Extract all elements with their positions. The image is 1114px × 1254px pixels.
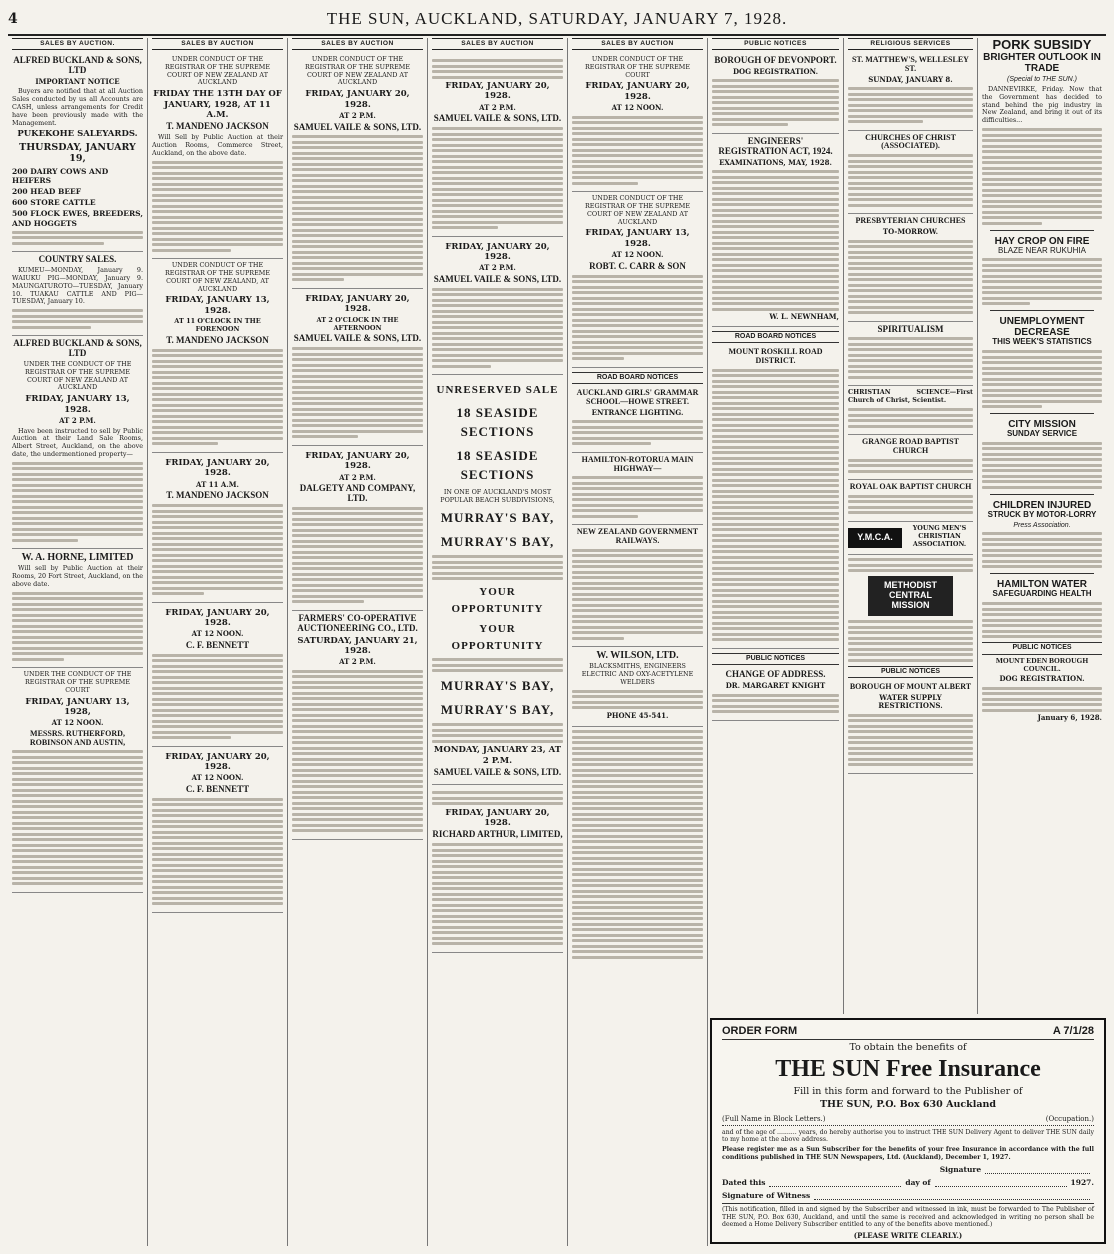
ad-date: SATURDAY, JANUARY 21, 1928. bbox=[297, 635, 418, 657]
auction-ad bbox=[572, 53, 703, 192]
dated-row[interactable] bbox=[722, 1178, 1094, 1187]
auction-ad bbox=[432, 785, 563, 953]
order-form-title: ORDER FORM bbox=[722, 1025, 798, 1037]
ad-time: AT 2 P.M. bbox=[339, 111, 376, 120]
stock-line: 600 STORE CATTLE bbox=[12, 198, 96, 208]
order-form-register: Please register me as a Sun Subscriber for the benefits of your free Insurance in accordance with the full conditions published in THE SUN Newspapers, Ltd. (Auckland), December 1, 1927. bbox=[722, 1146, 1094, 1161]
order-form-code: A 7/1/28 bbox=[1052, 1025, 1094, 1037]
ad-title: RICHARD ARTHUR, LIMITED, bbox=[432, 829, 563, 840]
ad-title: ROBT. C. CARR & SON bbox=[589, 260, 686, 271]
ad-title: ENGINEERS' REGISTRATION ACT, 1924. bbox=[718, 135, 833, 156]
ad-date: FRIDAY, JANUARY 20, 1928. bbox=[585, 81, 690, 102]
ad-date: FRIDAY, JANUARY 20, 1928. bbox=[165, 751, 270, 773]
auction-ad bbox=[152, 603, 283, 747]
ad-date: MONDAY, JANUARY 23, AT 2 P.M. bbox=[433, 745, 562, 766]
ad-title: C. F. BENNETT bbox=[185, 639, 250, 650]
ad-date: FRIDAY, JANUARY 13, 1928. bbox=[165, 295, 270, 316]
ad-notice: UNDER THE CONDUCT OF THE REGISTRAR OF THE SUPREME COURT OF NEW ZEALAND AT AUCKLAND bbox=[23, 360, 132, 392]
news-headline: UNEMPLOYMENT DECREASE bbox=[999, 316, 1085, 339]
church-notice bbox=[848, 214, 973, 321]
church-notice bbox=[848, 53, 973, 131]
auction-ad bbox=[292, 53, 423, 289]
ad-date: FRIDAY, JANUARY 20, 1928. bbox=[445, 81, 550, 102]
ad-time: AT 2 P.M. bbox=[59, 415, 96, 425]
column-2 bbox=[148, 38, 288, 1246]
ad-title: SPIRITUALISM bbox=[877, 323, 944, 334]
ad-title: COUNTRY SALES. bbox=[38, 254, 117, 265]
year-label: 1927. bbox=[1070, 1178, 1095, 1188]
news-byline: (Special to THE SUN.) bbox=[1006, 76, 1078, 84]
ad-date: FRIDAY, JANUARY 20, 1928. bbox=[165, 457, 270, 479]
ad-title: CHURCHES OF CHRIST (ASSOCIATED). bbox=[865, 132, 956, 151]
ad-phone: PHONE 45-541. bbox=[606, 710, 669, 720]
ad-title: T. MANDENO JACKSON bbox=[166, 121, 269, 132]
order-form-instruction: Fill in this form and forward to the Publisher of bbox=[793, 1085, 1023, 1097]
ad-date: FRIDAY, JANUARY 20, 1928. bbox=[445, 807, 550, 828]
masthead bbox=[8, 4, 1106, 36]
notice-ad bbox=[848, 680, 973, 774]
ad-title: ALFRED BUCKLAND & SONS, LTD bbox=[13, 338, 142, 359]
notice-ad bbox=[572, 453, 703, 526]
newspaper-title: THE SUN, AUCKLAND, SATURDAY, JANUARY 7, 1928. bbox=[326, 9, 788, 28]
ad-date: FRIDAY, JANUARY 13, 1928. bbox=[25, 394, 130, 415]
order-form-legibility: (PLEASE WRITE CLEARLY.) bbox=[853, 1230, 963, 1240]
news-subheadline: BRIGHTER OUTLOOK IN TRADE bbox=[983, 52, 1101, 75]
ad-body: BLACKSMITHS, ENGINEERS ELECTRIC AND OXY-ACETYLENE WELDERS bbox=[581, 662, 694, 687]
ad-date: FRIDAY, JANUARY 20, 1928. bbox=[305, 293, 410, 315]
order-form-note: (This notification, filled in and signed by the Subscriber and witnessed in ink, must be forwarded to The Publisher of THE SUN, P.O. Box 630, Auckland, and until the same is received and acknowledged in writing no person shall be deemed a Home Delivery Subscriber entitled to any of the benefits above mentioned.) bbox=[722, 1203, 1094, 1228]
ad-headline: MURRAY'S BAY, bbox=[440, 678, 555, 694]
methodist-mission-logo: METHODIST CENTRAL MISSION bbox=[868, 576, 953, 616]
notice-ad bbox=[572, 386, 703, 453]
auction-ad bbox=[12, 668, 143, 893]
ad-time: AT 2 P.M. bbox=[479, 102, 516, 112]
ad-subtitle: DOG REGISTRATION. bbox=[732, 66, 819, 76]
free-insurance-order-form bbox=[710, 1018, 1106, 1244]
stock-line: 200 DAIRY COWS AND HEIFERS bbox=[12, 166, 109, 186]
column-6-heading: PUBLIC NOTICES bbox=[712, 38, 839, 50]
section-heading: ROAD BOARD NOTICES bbox=[712, 331, 839, 344]
ad-title: ALFRED BUCKLAND & SONS, LTD bbox=[13, 55, 142, 75]
order-form-address: THE SUN, P.O. Box 630 Auckland bbox=[819, 1098, 997, 1110]
signature-label: Signature bbox=[939, 1165, 982, 1175]
ad-date: January 6, 1928. bbox=[1037, 713, 1102, 723]
auction-ad bbox=[152, 747, 283, 913]
ad-title: GRANGE ROAD BAPTIST CHURCH bbox=[862, 437, 959, 455]
ad-title: HAMILTON-ROTORUA MAIN HIGHWAY— bbox=[581, 454, 694, 473]
column-4-heading: SALES BY AUCTION bbox=[432, 38, 563, 50]
news-headline: CHILDREN INJURED bbox=[992, 499, 1092, 511]
ad-date: FRIDAY, JANUARY 13, 1928. bbox=[585, 228, 690, 249]
ad-subtitle: DR. MARGARET KNIGHT bbox=[725, 681, 826, 691]
ad-notice: UNDER CONDUCT OF THE REGISTRAR OF THE SUPREME COURT OF NEW ZEALAND AT AUCKLAND bbox=[304, 55, 410, 87]
column-4 bbox=[428, 38, 568, 1246]
column-7-heading: RELIGIOUS SERVICES bbox=[848, 38, 973, 50]
ad-date: FRIDAY, JANUARY 20, 1928. bbox=[305, 89, 410, 110]
news-subheadline: SAFEGUARDING HEALTH bbox=[992, 589, 1092, 599]
ad-time: AT 12 NOON. bbox=[611, 103, 664, 113]
stock-line: 500 FLOCK EWES, BREEDERS, AND HOGGETS bbox=[12, 209, 143, 228]
auction-ad bbox=[12, 252, 143, 336]
ad-title: ST. MATTHEW'S, WELLESLEY ST. bbox=[852, 55, 969, 73]
ad-body: Buyers are notified that at all Auction Sales conducted by us all Accounts are CASH, unless arrangements for Credit have been previously made with the Management. bbox=[12, 87, 143, 127]
news-subheadline: SUNDAY SERVICE bbox=[1006, 429, 1078, 439]
ad-subtitle: WATER SUPPLY RESTRICTIONS. bbox=[878, 692, 943, 711]
column-6 bbox=[708, 38, 844, 1014]
auction-ad bbox=[12, 53, 143, 252]
notice-ad bbox=[712, 134, 839, 327]
ad-title: UNRESERVED SALE bbox=[436, 384, 559, 397]
auction-ad bbox=[432, 237, 563, 376]
news-subheadline: STRUCK BY MOTOR-LORRY bbox=[987, 509, 1097, 519]
ad-venue: PUKEKOHE SALEYARDS. bbox=[17, 129, 138, 140]
church-notice bbox=[848, 386, 973, 435]
ad-title: MOUNT ROSKILL ROAD DISTRICT. bbox=[728, 347, 823, 366]
auction-ad bbox=[12, 336, 143, 549]
ad-headline: 18 SEASIDE SECTIONS bbox=[456, 447, 539, 483]
church-notice bbox=[848, 131, 973, 215]
ad-title: FARMERS' CO-OPERATIVE AUCTIONEERING CO., LTD. bbox=[297, 612, 418, 633]
ad-title: MESSRS. RUTHERFORD, ROBINSON AND AUSTIN, bbox=[29, 728, 126, 747]
ad-time: AT 12 NOON. bbox=[51, 718, 104, 728]
section-heading: PUBLIC NOTICES bbox=[982, 642, 1102, 655]
news-byline: Press Association. bbox=[1013, 521, 1071, 529]
ad-notice: UNDER CONDUCT OF THE REGISTRAR OF THE SUPREME COURT OF NEW ZEALAND AT AUCKLAND bbox=[164, 55, 270, 87]
column-2-heading: SALES BY AUCTION bbox=[152, 38, 283, 50]
ad-notice: UNDER CONDUCT OF THE REGISTRAR OF THE SUPREME COURT OF NEW ZEALAND, AT AUCKLAND bbox=[164, 261, 270, 293]
ad-title: SAMUEL VAILE & SONS, LTD. bbox=[433, 273, 562, 284]
ad-title: CHRISTIAN SCIENCE—First Church of Christ, Scientist. bbox=[848, 388, 973, 405]
ad-title: SAMUEL VAILE & SONS, LTD. bbox=[293, 333, 422, 344]
news-subheadline: THIS WEEK'S STATISTICS bbox=[992, 337, 1092, 347]
section-heading: PUBLIC NOTICES bbox=[712, 653, 839, 666]
ad-headline: MURRAY'S BAY, bbox=[440, 510, 555, 526]
church-notice bbox=[848, 480, 973, 522]
ad-subtitle: DOG REGISTRATION. bbox=[999, 674, 1085, 684]
church-notice bbox=[848, 435, 973, 480]
ad-time: AT 12 NOON. bbox=[191, 629, 244, 639]
signature-row[interactable] bbox=[722, 1165, 1094, 1174]
ad-title: NEW ZEALAND GOVERNMENT RAILWAYS. bbox=[576, 527, 699, 546]
auction-ad bbox=[292, 611, 423, 840]
stock-line: 200 HEAD BEEF bbox=[12, 187, 82, 197]
auction-ad bbox=[292, 289, 423, 446]
ad-date: FRIDAY, JANUARY 20, 1928. bbox=[165, 607, 270, 628]
ad-title: T. MANDENO JACKSON bbox=[166, 335, 269, 345]
dated-label: Dated this bbox=[722, 1178, 766, 1188]
ad-body: Will Sell by Public Auction at their Auction Rooms, Commerce Street, Auckland, on the above date. bbox=[152, 133, 283, 157]
ad-title: BOROUGH OF DEVONPORT. bbox=[714, 55, 837, 66]
full-name-label: (Full Name in Block Letters.) bbox=[722, 1114, 826, 1123]
ad-date: FRIDAY, JANUARY 13, 1928, bbox=[25, 696, 130, 717]
ad-date: FRIDAY, JANUARY 20, 1928. bbox=[305, 450, 410, 472]
ad-subtitle: EXAMINATIONS, MAY, 1928. bbox=[719, 157, 832, 167]
notice-ad bbox=[572, 525, 703, 647]
news-subheadline: BLAZE NEAR RUKUHIA bbox=[997, 245, 1087, 255]
ymca-notice bbox=[848, 522, 973, 555]
ad-headline: MURRAY'S BAY, bbox=[440, 701, 555, 717]
ad-title: C. F. BENNETT bbox=[185, 783, 250, 794]
ad-title: CHANGE OF ADDRESS. bbox=[725, 669, 826, 680]
ad-body: KUMEU—MONDAY, January 9. WAIUKU PIG—MONDAY, January 9. MAUNGATUROTO—TUESDAY, January 10. TUAKAU CATTLE AND PIG—TUESDAY, January 10. bbox=[12, 266, 143, 306]
ad-time: AT 11 O'CLOCK IN THE FORENOON bbox=[174, 317, 261, 334]
auction-ad bbox=[152, 259, 283, 453]
ad-date: FRIDAY THE 13TH DAY OF JANUARY, 1928, AT 11 A.M. bbox=[153, 89, 282, 120]
column-1-heading: SALES BY AUCTION. bbox=[12, 38, 143, 50]
order-form-intro: To obtain the benefits of bbox=[849, 1042, 967, 1053]
ad-signature: W. L. NEWNHAM, bbox=[769, 312, 839, 322]
ad-headline: YOUR OPPORTUNITY bbox=[451, 586, 544, 615]
ad-body: Will sell by Public Auction at their Rooms, 20 Fort Street, Auckland, on the above date. bbox=[12, 564, 143, 588]
ad-title: SAMUEL VAILE & SONS, LTD. bbox=[433, 767, 562, 778]
column-3 bbox=[288, 38, 428, 1246]
ad-subtitle: IMPORTANT NOTICE bbox=[35, 76, 120, 86]
ad-title: SAMUEL VAILE & SONS, LTD. bbox=[293, 121, 422, 132]
ad-time: AT 2 P.M. bbox=[479, 263, 516, 273]
ad-time: AT 12 NOON. bbox=[611, 250, 664, 260]
section-heading: PUBLIC NOTICES bbox=[848, 666, 973, 679]
ad-title: W. A. HORNE, LIMITED bbox=[21, 552, 134, 564]
news-headline: CITY MISSION bbox=[1008, 419, 1076, 431]
witness-label: Signature of Witness bbox=[722, 1191, 811, 1201]
ad-time: AT 12 NOON. bbox=[191, 773, 244, 783]
occupation-label: (Occupation.) bbox=[1045, 1114, 1094, 1123]
ad-title: SAMUEL VAILE & SONS, LTD. bbox=[433, 113, 562, 124]
ad-headline: 18 SEASIDE SECTIONS bbox=[456, 404, 539, 440]
ad-time: AT 2 P.M. bbox=[339, 657, 376, 667]
section-heading: ROAD BOARD NOTICES bbox=[572, 372, 703, 385]
ad-title: W. WILSON, LTD. bbox=[596, 650, 679, 662]
business-ad bbox=[572, 647, 703, 727]
ad-title: ROYAL OAK BAPTIST CHURCH bbox=[849, 482, 972, 492]
news-headline: PORK SUBSIDY bbox=[992, 38, 1092, 52]
ad-notice: UNDER CONDUCT OF THE REGISTRAR OF THE SUPREME COURT bbox=[584, 55, 690, 79]
ad-subtitle: TO-MORROW. bbox=[882, 227, 939, 237]
column-5-heading: SALES BY AUCTION bbox=[572, 38, 703, 50]
ad-title: DALGETY AND COMPANY, LTD. bbox=[299, 483, 416, 504]
column-3-heading: SALES BY AUCTION bbox=[292, 38, 423, 50]
ad-notice: UNDER THE CONDUCT OF THE REGISTRAR OF THE SUPREME COURT bbox=[23, 670, 132, 694]
ad-title: BOROUGH OF MOUNT ALBERT bbox=[849, 682, 972, 692]
news-headline: HAMILTON WATER bbox=[997, 579, 1087, 591]
news-body: DANNEVIRKE, Friday. Now that the Government has decided to stand behind the pig industry in New Zealand, and bring it out of its difficulties... bbox=[982, 84, 1102, 125]
ad-body: IN ONE OF AUCKLAND'S MOST POPULAR BEACH SUBDIVISIONS, bbox=[440, 487, 555, 504]
ad-title: PRESBYTERIAN CHURCHES bbox=[855, 216, 966, 226]
news-headline: HAY CROP ON FIRE bbox=[994, 235, 1090, 247]
notice-ad bbox=[712, 667, 839, 720]
notice-ad bbox=[712, 53, 839, 134]
order-form-authorisation: and of the age of .......... years, do hereby authorise you to instruct THE SUN Delivery Agent to deliver THE SUN daily to my home at the above address. bbox=[722, 1128, 1094, 1144]
ad-date: FRIDAY, JANUARY 20, 1928. bbox=[445, 241, 550, 263]
auction-ad bbox=[572, 192, 703, 367]
column-8 bbox=[978, 38, 1106, 1014]
order-form-headline: THE SUN Free Insurance bbox=[775, 1056, 1041, 1082]
ad-time: AT 11 A.M. bbox=[196, 479, 239, 489]
witness-row[interactable] bbox=[722, 1191, 1094, 1200]
auction-ad bbox=[152, 453, 283, 603]
day-of-label: day of bbox=[905, 1178, 931, 1188]
auction-ad bbox=[152, 53, 283, 259]
ad-subtitle: ENTRANCE LIGHTING. bbox=[591, 407, 684, 417]
ymca-logo: Y.M.C.A. bbox=[848, 528, 902, 548]
column-1 bbox=[8, 38, 148, 1246]
auction-ad bbox=[432, 53, 563, 237]
page-number: 4 bbox=[8, 11, 18, 27]
ad-title: AUCKLAND GIRLS' GRAMMAR SCHOOL—HOWE STREET. bbox=[576, 388, 699, 406]
ad-time: AT 2 O'CLOCK IN THE AFTERNOON bbox=[316, 315, 399, 332]
ad-title: YOUNG MEN'S CHRISTIAN ASSOCIATION. bbox=[912, 523, 967, 548]
auction-ad bbox=[12, 549, 143, 668]
ad-title: MOUNT EDEN BOROUGH COUNCIL. bbox=[995, 655, 1089, 673]
ad-headline: MURRAY'S BAY, bbox=[440, 533, 555, 549]
auction-ad bbox=[292, 446, 423, 611]
ad-notice: UNDER CONDUCT OF THE REGISTRAR OF THE SUPREME COURT OF NEW ZEALAND AT AUCKLAND bbox=[584, 194, 690, 226]
ad-date: THURSDAY, JANUARY 19, bbox=[19, 141, 136, 165]
ad-subtitle: SUNDAY, JANUARY 8. bbox=[868, 74, 953, 84]
ad-headline: YOUR OPPORTUNITY bbox=[451, 623, 544, 652]
column-7 bbox=[844, 38, 978, 1014]
ad-time: AT 2 P.M. bbox=[339, 472, 376, 482]
ad-body: Have been instructed to sell by Public Auction at their Land Sale Rooms, Albert Street, Auckland, on the above date, the undermentioned property— bbox=[12, 426, 143, 458]
seaside-sections-ad bbox=[432, 375, 563, 785]
church-notice bbox=[848, 322, 973, 387]
column-5 bbox=[568, 38, 708, 1246]
notice-ad bbox=[712, 345, 839, 649]
ad-title: T. MANDENO JACKSON bbox=[166, 490, 269, 501]
full-name-field[interactable] bbox=[722, 1115, 1094, 1126]
